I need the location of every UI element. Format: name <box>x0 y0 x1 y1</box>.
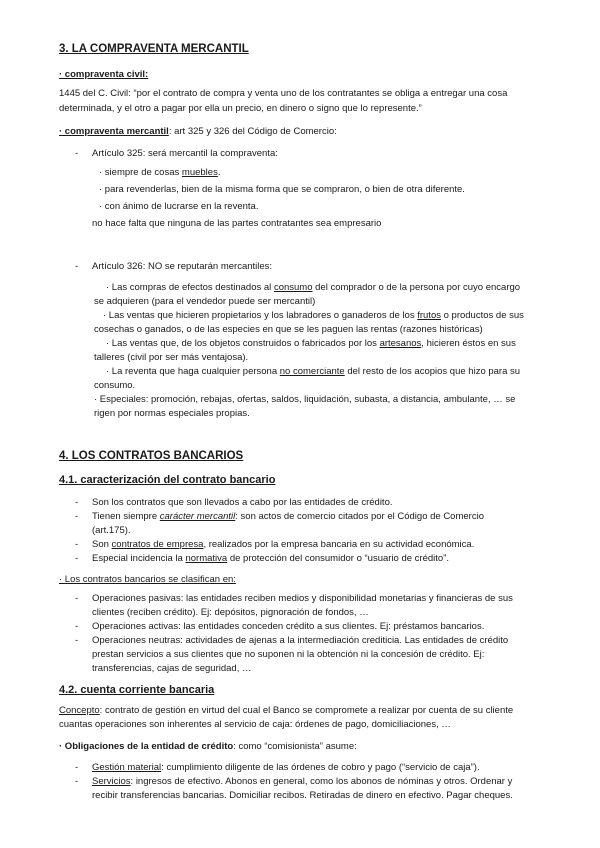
art326-d-line-1: · La reventa que haga cualquier persona no comerciante del resto de los acopios que hizo para su <box>106 366 521 377</box>
caract-item-2: Tienen siempre carácter mercantil: son actos de comercio citados por el Código de Comercio <box>92 511 484 522</box>
concepto-line-2: cuantas operaciones son inherentes al servicio de caja: órdenes de pago, domiciliaciones, … <box>59 719 451 730</box>
art326-d-line-2: consumo. <box>94 380 136 391</box>
dash-bullet: - <box>75 511 79 522</box>
mercantil-line <box>59 126 337 137</box>
op-neutras-line-1: Operaciones neutras: actividades de ajenas a la intermediación crediticia. Las entidades de crédito <box>92 635 509 646</box>
op-pasivas-line-2: clientes (reciben crédito). Ej: depósitos, pignoración de fondos, … <box>92 607 369 618</box>
art326-b-line-2: cosechas o ganados, o de las especies en que se les paguen las rentas (razones históricas) <box>94 324 483 335</box>
section-3-title: 3. LA COMPRAVENTA MERCANTIL <box>59 43 249 55</box>
art325-note: no hace falta que ninguna de las partes contratantes sea empresario <box>92 218 382 229</box>
op-neutras-line-3: transferencias, cajas de seguridad, … <box>92 663 252 674</box>
dash-bullet: - <box>75 553 79 564</box>
clasif-label: · Los contratos bancarios se clasifican en: <box>59 574 236 585</box>
dash-bullet: - <box>75 497 79 508</box>
obligaciones-line: · Obligaciones de la entidad de crédito: como “comisionista” asume: <box>59 741 357 752</box>
section-4-title: 4. LOS CONTRATOS BANCARIOS <box>59 450 244 462</box>
art326-c-line-1: · Las ventas que, de los objetos construidos o fabricados por los artesanos, hicieren éstos en sus <box>106 338 516 349</box>
art326-title: Artículo 326: NO se reputarán mercantiles: <box>92 261 273 272</box>
concepto-line-1: Concepto: contrato de gestión en virtud del cual el Banco se compromete a realizar por cuenta de su cliente <box>59 705 514 716</box>
mercantil-label: · compraventa mercantil <box>59 126 169 137</box>
gestion-material: Gestión material: cumplimiento diligente de las órdenes de cobro y pago (“servicio de caja”). <box>92 762 480 773</box>
op-pasivas-line-1: Operaciones pasivas: las entidades reciben medios y disponibilidad monetarias y financieras de sus <box>92 593 513 604</box>
section-4-2-title: 4.2. cuenta corriente bancaria <box>59 684 215 696</box>
section-4-1-title: 4.1. caracterización del contrato bancario <box>59 474 276 486</box>
servicios-line-2: recibir transferencias bancarias. Domiciliar recibos. Retiradas de dinero en efectivo. Pagar cheques. <box>92 790 513 801</box>
art325-item-1: · siempre de cosas muebles. <box>99 167 221 178</box>
dash-bullet: - <box>75 776 79 787</box>
caract-item-3: Son contratos de empresa, realizados por la empresa bancaria en su actividad económica. <box>92 539 475 550</box>
civil-text-line-1: 1445 del C. Civil: “por el contrato de compra y venta uno de los contratantes se obliga a entregar una cosa <box>59 88 508 99</box>
caract-item-1: Son los contratos que son llevados a cabo por las entidades de crédito. <box>92 497 393 508</box>
dash-bullet: - <box>75 539 79 550</box>
civil-label: · compraventa civil: <box>59 69 149 80</box>
art326-a-line-2: se adquieren (para el vendedor puede ser mercantil) <box>94 296 316 307</box>
mercantil-text: : art 325 y 326 del Código de Comercio: <box>168 126 337 137</box>
servicios-line-1: Servicios: ingresos de efectivo. Abonos en general, como los abonos de nóminas y otros. Ordenar y <box>92 776 513 787</box>
op-activas: Operaciones activas: las entidades conceden crédito a sus clientes. Ej: préstamos bancarios. <box>92 621 485 632</box>
art325-title: Artículo 325: será mercantil la compraventa: <box>92 148 278 159</box>
dash-bullet: - <box>75 261 79 272</box>
caract-item-2-line-2: (art.175). <box>92 525 131 536</box>
art326-a-line-1: · Las compras de efectos destinados al consumo del comprador o de la persona por cuyo encargo <box>106 282 521 293</box>
art325-item-2: · para revenderlas, bien de la misma forma que se compraron, o bien de otra diferente. <box>99 184 465 195</box>
art325-item-3: · con ánimo de lucrarse en la reventa. <box>99 201 259 212</box>
dash-bullet: - <box>75 148 79 159</box>
op-neutras-line-2: prestan servicios a sus clientes que no suponen ni la obtención ni la concesión de crédito. Ej: <box>92 649 485 660</box>
civil-text-line-2: determinada, y el otro a pagar por ella un precio, en dinero o signo que lo represente.” <box>59 103 422 114</box>
dash-bullet: - <box>75 635 79 646</box>
dash-bullet: - <box>75 593 79 604</box>
art326-b-line-1: · Las ventas que hicieren propietarios y los labradores o ganaderos de los frutos o productos de sus <box>103 310 524 321</box>
art326-c-line-2: talleres (civil por ser más ventajosa). <box>94 352 249 363</box>
dash-bullet: - <box>75 621 79 632</box>
art326-e-line-2: rigen por normas especiales propias. <box>94 408 250 419</box>
caract-item-4: Especial incidencia la normativa de protección del consumidor o “usuario de crédito”. <box>92 553 449 564</box>
art326-e-line-1: · Especiales: promoción, rebajas, ofertas, saldos, liquidación, subasta, a distancia, ambulante, … se <box>94 394 516 405</box>
dash-bullet: - <box>75 762 79 773</box>
